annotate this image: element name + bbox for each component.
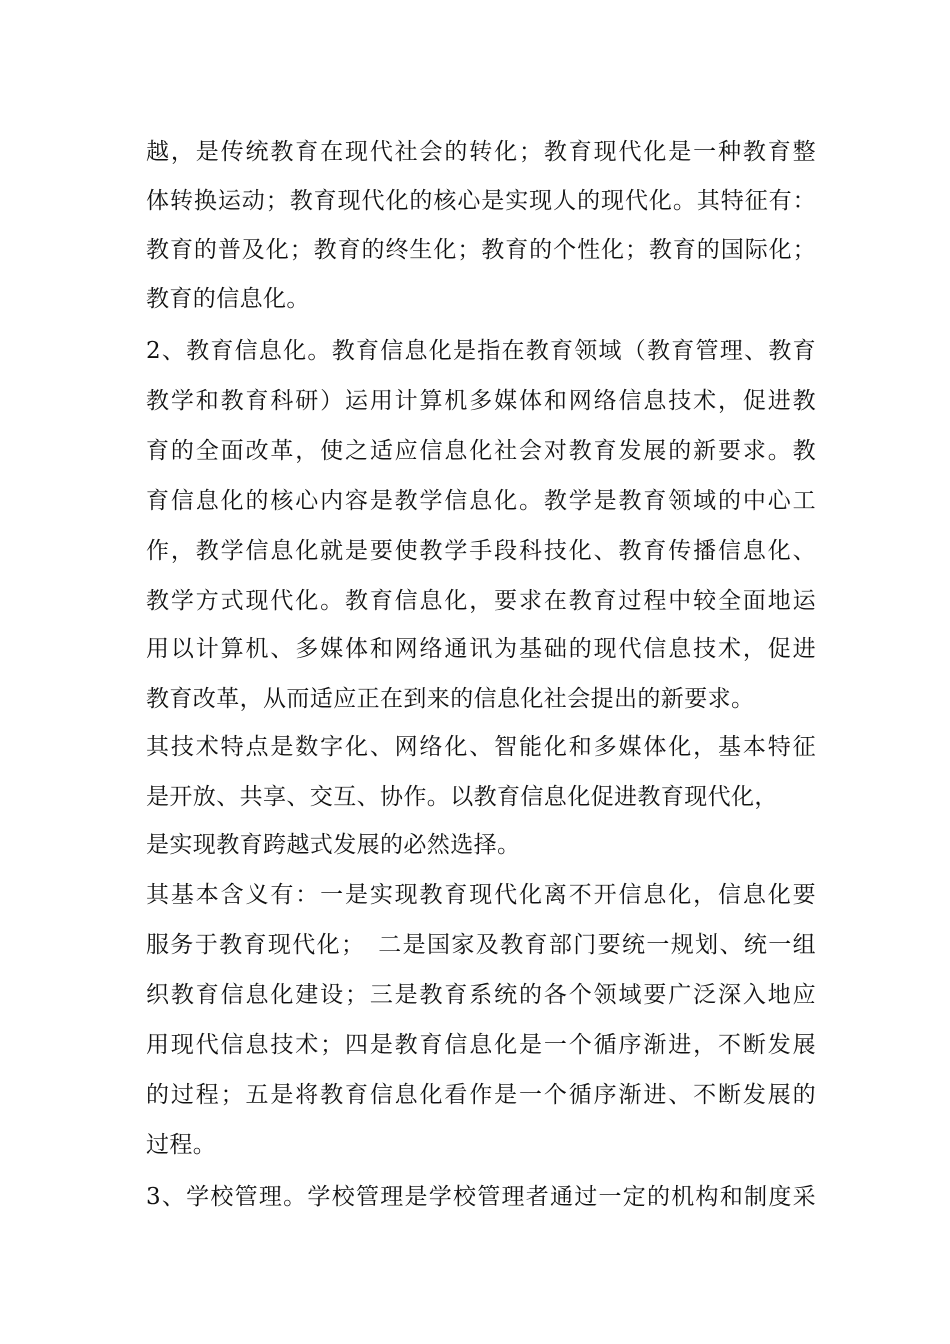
text-line: 过程。 xyxy=(146,1132,217,1158)
text-line: 2、教育信息化。教育信息化是指在教育领域（教育管理、教育 xyxy=(146,338,816,364)
text-line: 用以计算机、多媒体和网络通讯为基础的现代信息技术，促进 xyxy=(146,636,816,662)
text-line: 用现代信息技术；四是教育信息化是一个循序渐进，不断发展 xyxy=(146,1032,816,1058)
text-line: 体转换运动；教育现代化的核心是实现人的现代化。其特征有： xyxy=(146,188,816,214)
text-line: 其技术特点是数字化、网络化、智能化和多媒体化，基本特征 xyxy=(146,734,816,760)
text-line: 的过程；五是将教育信息化看作是一个循序渐进、不断发展的 xyxy=(146,1082,816,1108)
text-line: 教育的信息化。 xyxy=(146,286,310,312)
text-line: 3、学校管理。学校管理是学校管理者通过一定的机构和制度采 xyxy=(146,1184,816,1210)
text-line: 教育的普及化；教育的终生化；教育的个性化；教育的国际化； xyxy=(146,237,816,263)
text-line: 越，是传统教育在现代社会的转化；教育现代化是一种教育整 xyxy=(146,139,816,165)
text-line: 织教育信息化建设；三是教育系统的各个领域要广泛深入地应 xyxy=(146,982,816,1008)
text-line: 教育改革，从而适应正在到来的信息化社会提出的新要求。 xyxy=(146,686,755,712)
text-line: 是开放、共享、交互、协作。以教育信息化促进教育现代化， xyxy=(146,784,778,810)
text-line: 作，教学信息化就是要使教学手段科技化、教育传播信息化、 xyxy=(146,538,816,564)
text-line: 是实现教育跨越式发展的必然选择。 xyxy=(146,832,521,858)
text-line: 育信息化的核心内容是教学信息化。教学是教育领域的中心工 xyxy=(146,488,816,514)
text-line: 其基本含义有：一是实现教育现代化离不开信息化，信息化要 xyxy=(146,882,816,908)
text-line: 教学和教育科研）运用计算机多媒体和网络信息技术，促进教 xyxy=(146,388,816,414)
text-line: 服务于教育现代化； 二是国家及教育部门要统一规划、统一组 xyxy=(146,932,816,958)
text-line: 育的全面改革，使之适应信息化社会对教育发展的新要求。教 xyxy=(146,438,816,464)
text-line: 教学方式现代化。教育信息化，要求在教育过程中较全面地运 xyxy=(146,588,816,614)
